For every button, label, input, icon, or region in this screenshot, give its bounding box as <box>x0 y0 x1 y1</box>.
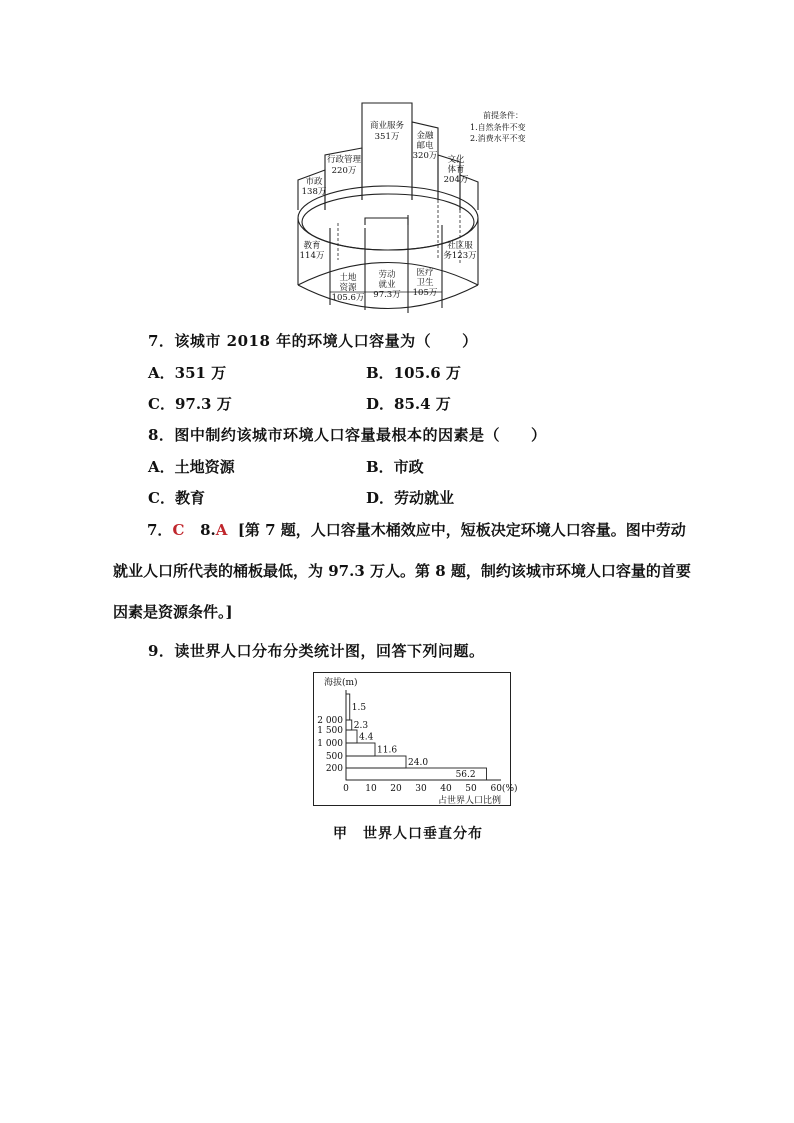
label-jinrong-name: 金融 <box>416 131 434 141</box>
q8-option-c: C．教育 <box>148 489 205 507</box>
bar-4 <box>346 756 406 768</box>
x-tick-label-4: 40 <box>440 784 452 794</box>
label-tudi-name: 土地 <box>339 273 357 283</box>
label-wenhua-name: 文化 <box>447 155 465 165</box>
bar-value-label-0: 1.5 <box>351 703 367 713</box>
q8-stem: 8．图中制约该城市环境人口容量最根本的因素是（ ） <box>148 426 547 444</box>
label-xingzheng-name: 行政管理 <box>326 155 362 165</box>
x-tick-label-2: 20 <box>390 784 402 794</box>
answer-num7: 7． <box>147 521 173 539</box>
bar-value-label-4: 24.0 <box>408 758 429 768</box>
q9-stem: 9．读世界人口分布分类统计图，回答下列问题。 <box>148 642 485 660</box>
label-wenhua-value: 204万 <box>443 175 469 185</box>
x-tick-label-6: 60(%) <box>490 784 518 794</box>
q7-option-b: B．105.6 万 <box>366 364 461 382</box>
label-jiaoyu-name: 教育 <box>303 241 321 251</box>
y-tick-label-4: 200 <box>325 764 343 774</box>
y-tick-label-3: 500 <box>325 752 343 762</box>
premise-title: 前提条件： <box>483 111 523 120</box>
x-tick-label-3: 30 <box>415 784 427 794</box>
answer-explanation <box>113 510 693 633</box>
label-laodong-name: 劳动 <box>378 270 396 280</box>
label-xingzheng-value: 220万 <box>331 166 357 176</box>
label-tudi-name2: 资源 <box>339 283 357 293</box>
q8-option-d: D．劳动就业 <box>366 489 455 507</box>
answer-num8: 8. <box>200 521 216 539</box>
y-tick-label-1: 1 500 <box>317 726 343 736</box>
answer-text: [第 7 题，人口容量木桶效应中，短板决定环境人口容量。图中劳动就业人口所代表的桶板最低，为 97.3 万人。第 8 题，制约该城市环境人口容量的首要因素是资源条件。] <box>113 521 691 621</box>
q7-stem: 7．该城市 2018 年的环境人口容量为（ ） <box>148 332 478 350</box>
y-tick-label-0: 2 000 <box>317 716 343 726</box>
bar-2 <box>346 730 357 743</box>
world-population-vertical-chart <box>313 672 518 806</box>
label-jiaoyu-value: 114万 <box>299 251 325 261</box>
bar-0 <box>346 694 350 720</box>
x-tick-label-5: 50 <box>465 784 477 794</box>
chart-ylabel: 海拔(m) <box>324 678 358 688</box>
bar-value-label-2: 4.4 <box>359 732 374 743</box>
label-shangye-name: 商业服务 <box>369 121 405 131</box>
figure-caption: 甲 世界人口垂直分布 <box>333 826 483 842</box>
label-jinrong-name2: 邮电 <box>416 141 434 151</box>
q7-option-a: A．351 万 <box>148 364 227 382</box>
x-tick-label-0: 0 <box>343 784 349 794</box>
answer-key8: A <box>215 521 228 539</box>
label-wenhua-name2: 体育 <box>447 165 465 175</box>
chart-xlabel: 占世界人口比例 <box>437 796 501 806</box>
label-laodong-name2: 就业 <box>378 280 396 290</box>
label-laodong-value: 97.3万 <box>373 290 401 300</box>
stave-shangye <box>362 103 412 200</box>
bar-value-label-3: 11.6 <box>377 745 398 756</box>
bar-3 <box>346 743 375 756</box>
label-shangye-value: 351万 <box>374 132 400 142</box>
label-yiliao-value: 105万 <box>412 288 438 298</box>
q8-option-a: A．土地资源 <box>148 458 235 476</box>
bar-value-label-5: 56.2 <box>455 770 476 780</box>
barrel-effect-diagram <box>290 100 540 315</box>
y-tick-label-2: 1 000 <box>317 739 343 749</box>
x-tick-label-1: 10 <box>365 784 377 794</box>
label-shizheng-value: 138万 <box>301 187 327 197</box>
premise-2: 2.消费水平不变 <box>470 134 526 143</box>
bar-1 <box>346 720 352 730</box>
label-shizheng-name: 市政 <box>305 177 323 187</box>
q7-option-d: D．85.4 万 <box>366 395 451 413</box>
q7-option-c: C．97.3 万 <box>148 395 232 413</box>
answer-key7: C <box>172 521 185 539</box>
label-jinrong-value: 320万 <box>412 151 438 161</box>
bar-value-label-1: 2.3 <box>353 721 369 731</box>
label-shequ-name: 社区服 <box>447 241 473 251</box>
label-shequ-value: 务123万 <box>443 251 477 261</box>
q8-option-b: B．市政 <box>366 458 424 476</box>
premise-1: 1.自然条件不变 <box>470 123 526 132</box>
label-yiliao-name: 医疗 <box>416 268 434 278</box>
label-yiliao-name2: 卫生 <box>416 278 434 288</box>
label-tudi-value: 105.6万 <box>331 293 365 303</box>
